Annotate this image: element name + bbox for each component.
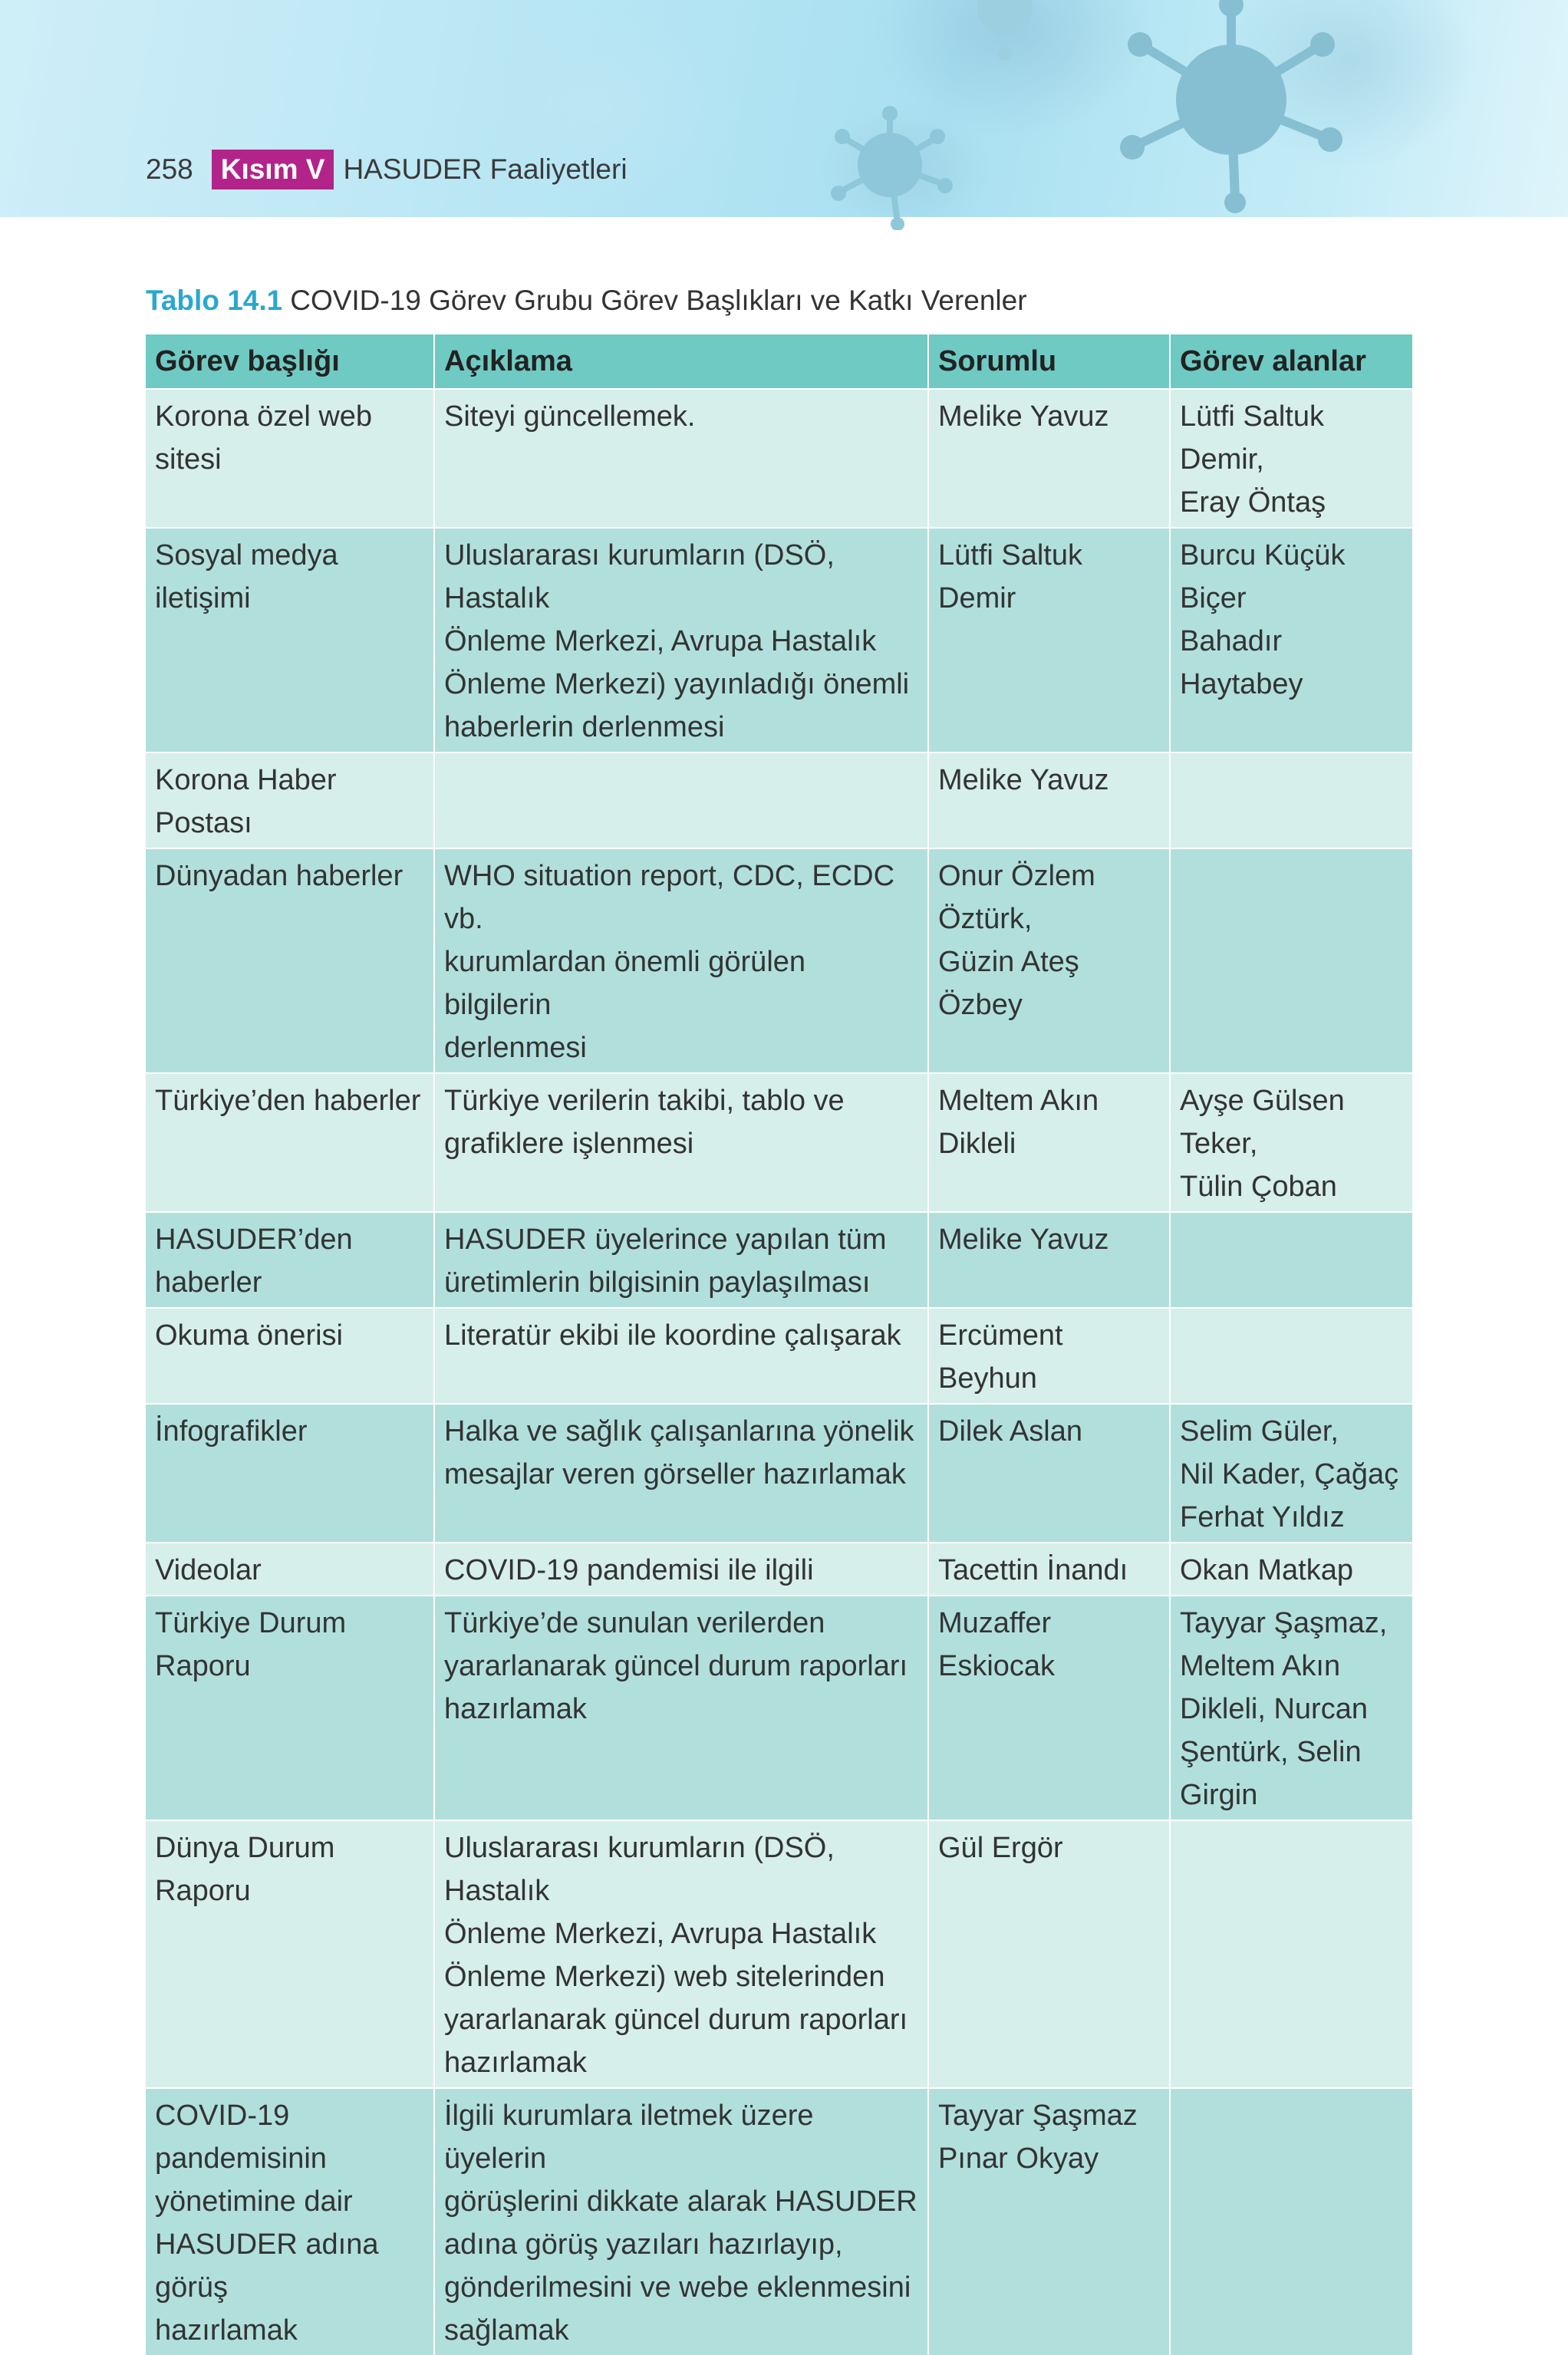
cell-text-line: İnfografikler <box>155 1415 308 1448</box>
cell-contributors <box>1170 1073 1412 1212</box>
cell-description <box>434 2088 928 2355</box>
cell-text-line: haberler <box>155 1266 262 1299</box>
cell-text-line: hazırlamak <box>155 2314 298 2347</box>
cell-task <box>146 1308 434 1404</box>
cell-text-line: görüşlerini dikkate alarak HASUDER <box>444 2185 917 2218</box>
cell-task <box>146 1596 434 1820</box>
cell-contributors <box>1170 1543 1412 1596</box>
cell-text-line: yararlanarak güncel durum raporları <box>444 1650 908 1682</box>
cell-text-line: Muzaffer Eskiocak <box>938 1607 1056 1682</box>
cell-text-line: Girgin <box>1180 1779 1258 1811</box>
cell-task <box>146 1404 434 1543</box>
table-caption <box>146 285 1027 317</box>
cell-text-line: Öztürk, <box>938 903 1033 935</box>
cell-text-line: Onur Özlem <box>938 860 1095 892</box>
cell-task <box>146 528 434 753</box>
cell-text-line: Türkiye’de sunulan verilerden <box>444 1607 825 1639</box>
cell-contributors <box>1170 1404 1412 1543</box>
cell-text-line: Şentürk, Selin <box>1180 1736 1362 1768</box>
cell-text-line: HASUDER adına görüş <box>155 2228 379 2304</box>
cell-description <box>434 848 928 1073</box>
cell-text-line: sağlamak <box>444 2314 569 2347</box>
cell-text-line: COVID-19 pandemisi ile ilgili <box>444 1554 814 1586</box>
cell-text-line: Bahadır Haytabey <box>1180 625 1303 700</box>
cell-text-line: Uluslararası kurumların (DSÖ, Hastalık <box>444 539 835 614</box>
table-row <box>146 1596 1412 1820</box>
running-header <box>146 150 628 189</box>
cell-responsible <box>928 2088 1170 2355</box>
cell-text-line: Önleme Merkezi) web sitelerinden <box>444 1961 885 1993</box>
cell-task <box>146 2088 434 2355</box>
cell-description <box>434 1073 928 1212</box>
cell-text-line: Korona özel web sitesi <box>155 400 373 476</box>
cell-text-line: Tacettin İnandı <box>938 1554 1128 1586</box>
virus-illustration-icon <box>944 0 1066 61</box>
cell-text-line: Melike Yavuz <box>938 400 1109 433</box>
cell-text-line: HASUDER üyelerince yapılan tüm <box>444 1224 887 1256</box>
cell-text-line: Okuma önerisi <box>155 1319 343 1352</box>
cell-task <box>146 389 434 528</box>
cell-text-line: Melike Yavuz <box>938 1224 1109 1256</box>
table-row <box>146 1308 1412 1404</box>
cell-description <box>434 389 928 528</box>
header-banner <box>0 0 1568 217</box>
cell-text-line: Tayyar Şaşmaz, <box>1180 1607 1388 1639</box>
cell-text-line: üretimlerin bilgisinin paylaşılması <box>444 1266 871 1299</box>
cell-responsible <box>928 753 1170 848</box>
cell-text-line: Selim Güler, <box>1180 1415 1339 1448</box>
cell-text-line: Pınar Okyay <box>938 2143 1099 2175</box>
cell-description <box>434 1596 928 1820</box>
cell-text-line: Tayyar Şaşmaz <box>938 2100 1138 2132</box>
cell-text-line: İlgili kurumlara iletmek üzere üyelerin <box>444 2100 814 2175</box>
column-header-responsible: Sorumlu <box>928 334 1170 389</box>
cell-text-line: grafiklere işlenmesi <box>444 1128 694 1160</box>
cell-responsible <box>928 528 1170 753</box>
table-row <box>146 2088 1412 2355</box>
cell-text-line: Dünyadan haberler <box>155 860 404 892</box>
cell-text-line: Türkiye’den haberler <box>155 1085 421 1117</box>
cell-text-line: Burcu Küçük Biçer <box>1180 539 1346 614</box>
cell-task <box>146 1212 434 1308</box>
column-header-description: Açıklama <box>434 334 928 389</box>
cell-text-line: Dikleli <box>938 1128 1016 1160</box>
cell-text-line: Güzin Ateş Özbey <box>938 946 1079 1021</box>
cell-text-line: hazırlamak <box>444 2047 587 2079</box>
cell-text-line: WHO situation report, CDC, ECDC vb. <box>444 860 895 935</box>
cell-text-line: Meltem Akın <box>938 1085 1099 1117</box>
page-number: 258 <box>146 153 193 185</box>
cell-responsible <box>928 1596 1170 1820</box>
cell-text-line: Dikleli, Nurcan <box>1180 1693 1368 1725</box>
cell-responsible <box>928 1404 1170 1543</box>
cell-responsible <box>928 1073 1170 1212</box>
cell-contributors <box>1170 753 1412 848</box>
table-row <box>146 848 1412 1073</box>
cell-description <box>434 1404 928 1543</box>
table-row <box>146 1073 1412 1212</box>
cell-description <box>434 1543 928 1596</box>
cell-text-line: yararlanarak güncel durum raporları <box>444 2004 908 2036</box>
table-caption-text: COVID-19 Görev Grubu Görev Başlıkları ve Katkı Verenler <box>290 285 1027 316</box>
cell-text-line: adına görüş yazıları hazırlayıp, <box>444 2228 843 2261</box>
cell-text-line: HASUDER’den <box>155 1224 353 1256</box>
cell-text-line: pandemisinin <box>155 2143 327 2175</box>
cell-text-line: haberlerin derlenmesi <box>444 711 725 743</box>
section-title: HASUDER Faaliyetleri <box>343 153 628 185</box>
cell-text-line: gönderilmesini ve webe eklenmesini <box>444 2271 911 2304</box>
cell-contributors <box>1170 1596 1412 1820</box>
cell-text-line: derlenmesi <box>444 1032 587 1064</box>
cell-contributors <box>1170 389 1412 528</box>
cell-responsible <box>928 1543 1170 1596</box>
cell-description <box>434 1820 928 2088</box>
cell-description <box>434 753 928 848</box>
cell-responsible <box>928 1212 1170 1308</box>
cell-text-line: Uluslararası kurumların (DSÖ, Hastalık <box>444 1832 835 1907</box>
cell-text-line: Literatür ekibi ile koordine çalışarak <box>444 1319 901 1352</box>
cell-text-line: COVID-19 <box>155 2100 290 2132</box>
cell-text-line: Gül Ergör <box>938 1832 1063 1864</box>
part-badge: Kısım V <box>212 150 334 189</box>
task-table <box>146 334 1412 2355</box>
cell-task <box>146 1543 434 1596</box>
cell-text-line: Eray Öntaş <box>1180 486 1326 519</box>
cell-description <box>434 528 928 753</box>
column-header-contributors: Görev alanlar <box>1170 334 1412 389</box>
cell-text-line: Önleme Merkezi) yayınladığı önemli <box>444 668 910 700</box>
cell-text-line: Halka ve sağlık çalışanlarına yönelik <box>444 1415 914 1448</box>
cell-text-line: Melike Yavuz <box>938 764 1109 796</box>
cell-text-line: Sosyal medya iletişimi <box>155 539 338 614</box>
table-row <box>146 1404 1412 1543</box>
virus-illustration-icon <box>813 100 967 230</box>
cell-text-line: mesajlar veren görseller hazırlamak <box>444 1458 906 1490</box>
cell-task <box>146 848 434 1073</box>
cell-task <box>146 1073 434 1212</box>
cell-text-line: Önleme Merkezi, Avrupa Hastalık <box>444 625 877 657</box>
table-row <box>146 1212 1412 1308</box>
cell-text-line: Türkiye Durum Raporu <box>155 1607 347 1682</box>
table-row <box>146 528 1412 753</box>
cell-text-line: Önleme Merkezi, Avrupa Hastalık <box>444 1918 877 1950</box>
cell-text-line: hazırlamak <box>444 1693 587 1725</box>
table-row <box>146 1820 1412 2088</box>
cell-contributors <box>1170 1308 1412 1404</box>
column-header-task: Görev başlığı <box>146 334 434 389</box>
cell-text-line: yönetimine dair <box>155 2185 353 2218</box>
cell-text-line: Videolar <box>155 1554 262 1586</box>
cell-contributors <box>1170 528 1412 753</box>
table-row <box>146 389 1412 528</box>
table-row <box>146 1543 1412 1596</box>
cell-contributors <box>1170 848 1412 1073</box>
cell-description <box>434 1308 928 1404</box>
cell-text-line: Ercüment Beyhun <box>938 1319 1063 1395</box>
cell-task <box>146 753 434 848</box>
cell-text-line: Siteyi güncellemek. <box>444 400 696 433</box>
cell-text-line: Ferhat Yıldız <box>1180 1501 1345 1533</box>
cell-text-line: Lütfi Saltuk Demir <box>938 539 1082 614</box>
cell-text-line: Korona Haber Postası <box>155 764 337 839</box>
cell-responsible <box>928 1308 1170 1404</box>
cell-text-line: Türkiye verilerin takibi, tablo ve <box>444 1085 845 1117</box>
cell-responsible <box>928 389 1170 528</box>
cell-description <box>434 1212 928 1308</box>
cell-text-line: Meltem Akın <box>1180 1650 1341 1682</box>
cell-text-line: Lütfi Saltuk Demir, <box>1180 400 1324 476</box>
cell-contributors <box>1170 2088 1412 2355</box>
cell-task <box>146 1820 434 2088</box>
table-row <box>146 753 1412 848</box>
cell-text-line: Ayşe Gülsen Teker, <box>1180 1085 1345 1160</box>
cell-text-line: kurumlardan önemli görülen bilgilerin <box>444 946 806 1021</box>
cell-contributors <box>1170 1212 1412 1308</box>
cell-text-line: Tülin Çoban <box>1180 1171 1337 1203</box>
cell-text-line: Okan Matkap <box>1180 1554 1353 1586</box>
cell-text-line: Dilek Aslan <box>938 1415 1082 1448</box>
table-caption-label: Tablo 14.1 <box>146 285 283 316</box>
cell-responsible <box>928 1820 1170 2088</box>
cell-text-line: Nil Kader, Çağaç <box>1180 1458 1399 1490</box>
table-header-row <box>146 334 1412 389</box>
cell-text-line: Dünya Durum Raporu <box>155 1832 335 1907</box>
cell-responsible <box>928 848 1170 1073</box>
virus-illustration-icon <box>1105 0 1358 215</box>
cell-contributors <box>1170 1820 1412 2088</box>
